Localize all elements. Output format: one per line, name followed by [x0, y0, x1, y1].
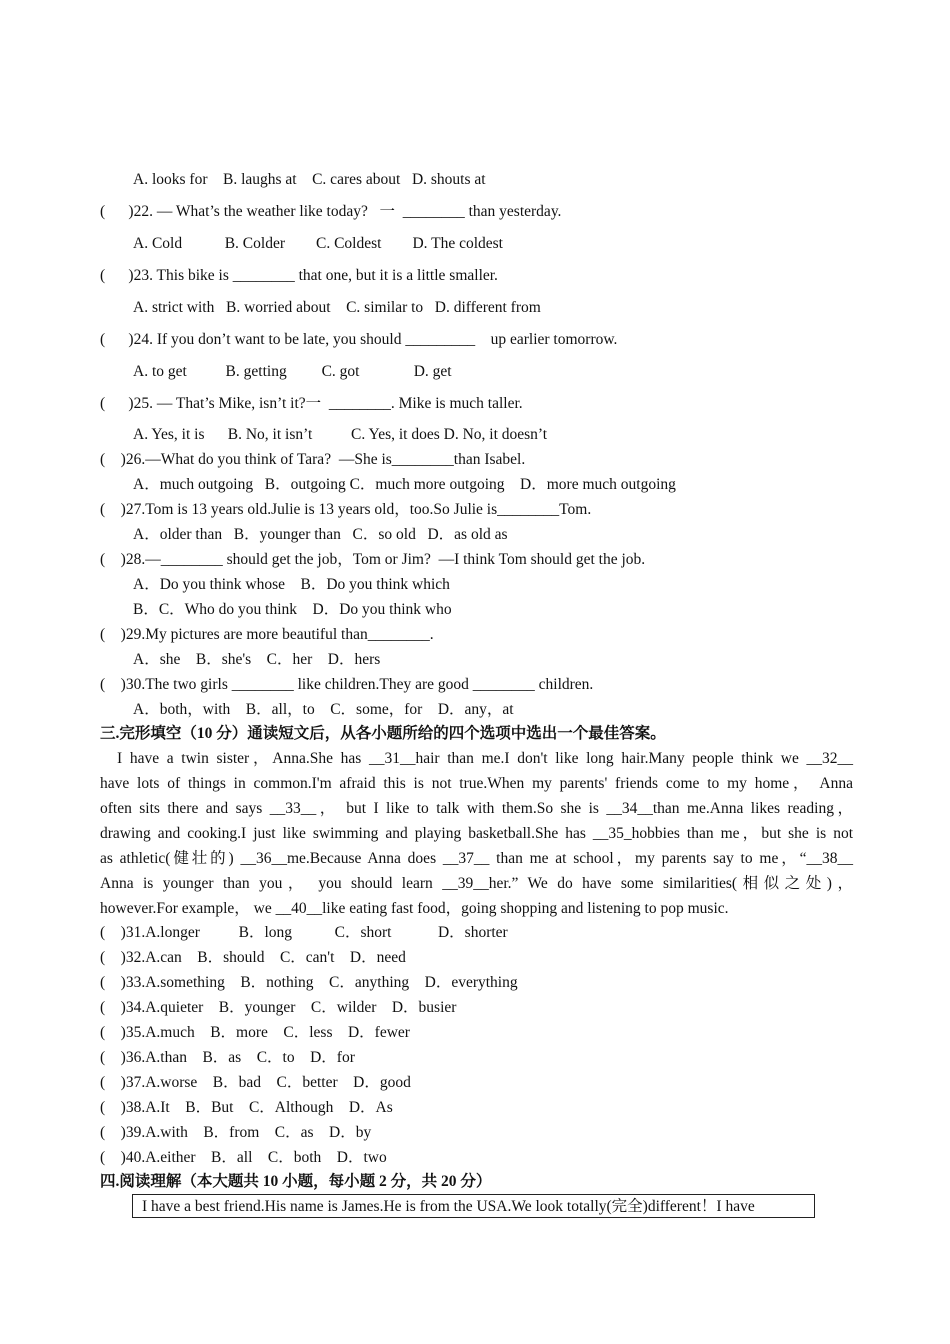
cloze-passage-line: as athletic(健壮的) __36__me.Because Anna does __37__ than me at school，my parents say to me，“__38__ [100, 850, 853, 867]
q28-options-line1: A．Do you think whose B．Do you think which [133, 576, 450, 593]
reading-passage-line: I have a best friend.His name is James.He is from the USA.We look totally(完全)different！I have [142, 1198, 755, 1215]
question-39: ( )39.A.with B．from C．as D．by [100, 1124, 372, 1141]
q30-options: A．both，with B．all，to C．some，for D．any，at [133, 701, 514, 718]
q22-options: A. Cold B. Colder C. Coldest D. The coldest [133, 235, 503, 252]
question-36: ( )36.A.than B．as C．to D．for [100, 1049, 355, 1066]
question-24: ( )24. If you don’t want to be late, you should _________ up earlier tomorrow. [100, 331, 618, 348]
question-38: ( )38.A.It B．But C．Although D．As [100, 1099, 393, 1116]
question-35: ( )35.A.much B．more C．less D．fewer [100, 1024, 410, 1041]
question-29: ( )29.My pictures are more beautiful than________. [100, 626, 434, 643]
question-26: ( )26.—What do you think of Tara? —She is________than Isabel. [100, 451, 526, 468]
q29-options: A．she B．she's C．her D．hers [133, 651, 381, 668]
q23-options: A. strict with B. worried about C. similar to D. different from [133, 299, 541, 316]
question-22: ( )22. — What’s the weather like today? 一 ________ than yesterday. [100, 203, 562, 220]
question-28: ( )28.—________ should get the job，Tom or Jim? —I think Tom should get the job. [100, 551, 646, 568]
cloze-passage-line: Anna is younger than you， you should learn __39__her.” We do have some similarities(相似之处)， [100, 875, 853, 892]
cloze-passage-line: however.For example， we __40__like eating fast food，going shopping and listening to pop music. [100, 900, 729, 917]
cloze-passage-line: often sits there and says __33__， but I like to talk with them.So she is __34__than me.Anna likes reading， [100, 800, 853, 817]
section-3-heading: 三.完形填空（10 分）通读短文后，从各小题所给的四个选项中选出一个最佳答案。 [100, 725, 666, 742]
question-23: ( )23. This bike is ________ that one, but it is a little smaller. [100, 267, 498, 284]
question-25: ( )25. — That’s Mike, isn’t it?一 ________. Mike is much taller. [100, 395, 523, 412]
q28-options-line2: B．C．Who do you think D．Do you think who [133, 601, 452, 618]
cloze-passage-line: drawing and cooking.I just like swimming and playing basketball.She has __35_hobbies than me，but she is not [100, 825, 853, 842]
question-31: ( )31.A.longer B．long C．short D．shorter [100, 924, 508, 941]
cloze-passage-line: I have a twin sister，Anna.She has __31__hair than me.I don't like long hair.Many people think we __32__ [117, 750, 853, 767]
q24-options: A. to get B. getting C. got D. get [133, 363, 452, 380]
question-37: ( )37.A.worse B．bad C．better D．good [100, 1074, 411, 1091]
question-32: ( )32.A.can B．should C．can't D．need [100, 949, 406, 966]
question-33: ( )33.A.something B．nothing C．anything D．everything [100, 974, 518, 991]
question-40: ( )40.A.either B．all C．both D．two [100, 1149, 387, 1166]
question-30: ( )30.The two girls ________ like children.They are good ________ children. [100, 676, 594, 693]
section-4-heading: 四.阅读理解（本大题共 10 小题，每小题 2 分，共 20 分） [100, 1173, 492, 1190]
cloze-passage-line: have lots of things in common.I'm afraid this is not true.When my parents' friends come to my home， Anna [100, 775, 853, 792]
question-34: ( )34.A.quieter B．younger C．wilder D．busier [100, 999, 457, 1016]
question-27: ( )27.Tom is 13 years old.Julie is 13 years old，too.So Julie is________Tom. [100, 501, 592, 518]
q25-options: A. Yes, it is B. No, it isn’t C. Yes, it does D. No, it doesn’t [133, 426, 548, 443]
q21-options: A. looks for B. laughs at C. cares about D. shouts at [133, 171, 486, 188]
reading-passage-box [132, 1194, 815, 1218]
q26-options: A．much outgoing B．outgoing C．much more outgoing D．more much outgoing [133, 476, 676, 493]
q27-options: A．older than B．younger than C．so old D．as old as [133, 526, 508, 543]
